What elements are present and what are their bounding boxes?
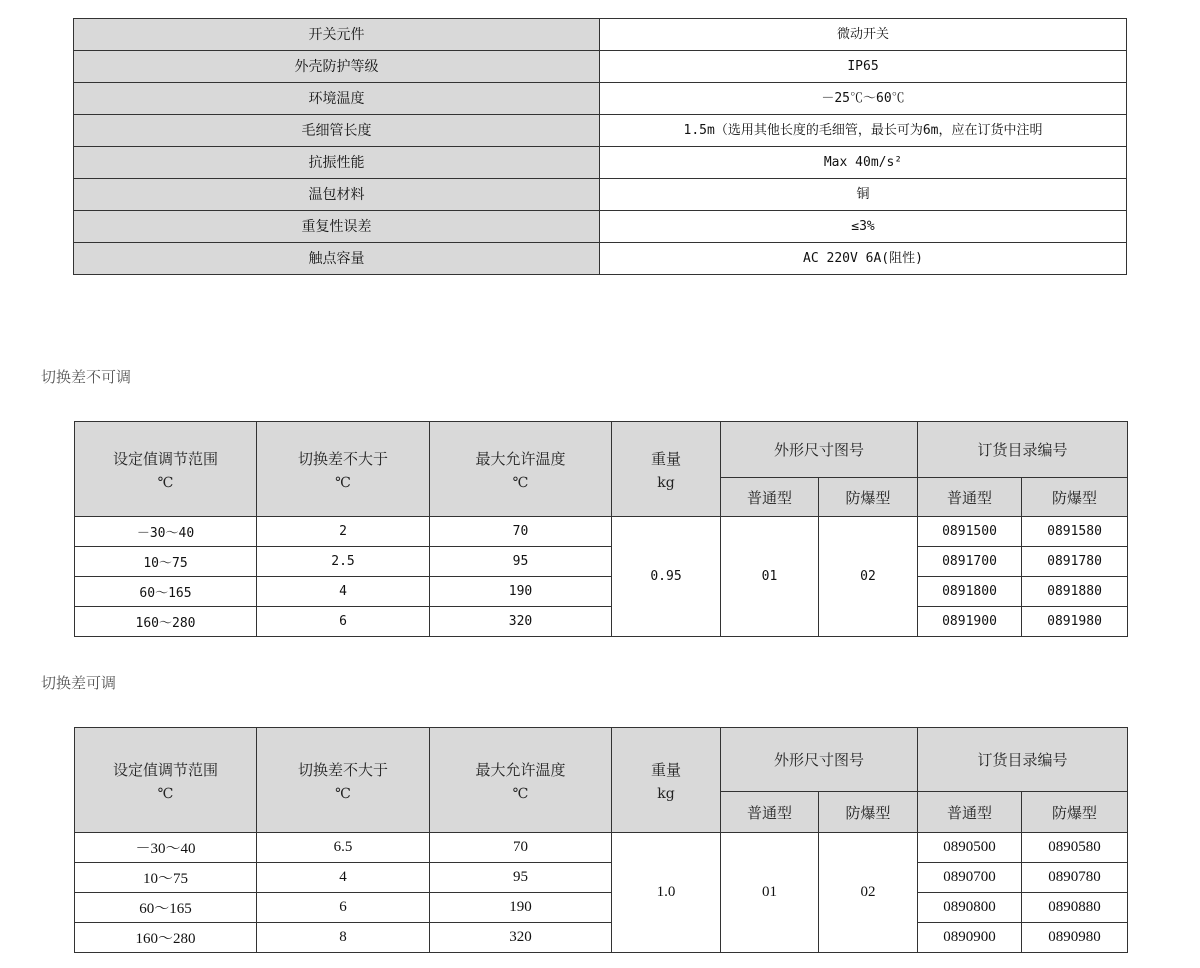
spec-key: 毛细管长度	[74, 115, 600, 147]
cell-order-explosion-proof: 0891580	[1022, 517, 1128, 547]
cell-order-normal: 0891900	[918, 607, 1022, 637]
table-row	[75, 923, 1128, 953]
header-setting-range: 设定值调节范围 ℃	[75, 728, 257, 833]
cell-differential: 2.5	[257, 547, 430, 577]
header-weight: 重量 kg	[612, 728, 721, 833]
spec-key: 外壳防护等级	[74, 51, 600, 83]
spec-value: AC 220V 6A(阻性)	[600, 243, 1127, 275]
spec-key: 重复性误差	[74, 211, 600, 243]
table-row	[75, 577, 1128, 607]
spec-value: 1.5m（选用其他长度的毛细管，最长可为6m，应在订货中注明	[600, 115, 1127, 147]
cell-order-explosion-proof: 0890980	[1022, 923, 1128, 953]
header-dim-normal: 普通型	[721, 792, 819, 833]
cell-range: 10～75	[75, 547, 257, 577]
cell-dim-normal: 01	[721, 833, 819, 953]
header-setting-range: 设定值调节范围 ℃	[75, 422, 257, 517]
spec-value: －25℃～60℃	[600, 83, 1127, 115]
cell-order-normal: 0891800	[918, 577, 1022, 607]
cell-max-temperature: 95	[430, 547, 612, 577]
header-max-temperature: 最大允许温度 ℃	[430, 728, 612, 833]
header-order-normal: 普通型	[918, 478, 1022, 517]
cell-dim-explosion-proof: 02	[819, 517, 918, 637]
header-differential: 切换差不大于 ℃	[257, 422, 430, 517]
cell-order-explosion-proof: 0891780	[1022, 547, 1128, 577]
cell-dim-explosion-proof: 02	[819, 833, 918, 953]
cell-differential: 2	[257, 517, 430, 547]
cell-order-normal: 0890700	[918, 863, 1022, 893]
spec-row	[74, 83, 1127, 115]
header-order-explosion-proof: 防爆型	[1022, 478, 1128, 517]
section-title-adjustable-differential: 切换差可调	[41, 674, 117, 692]
adjustable-differential-table	[74, 727, 1128, 953]
header-dim-normal: 普通型	[721, 478, 819, 517]
table-row	[75, 517, 1128, 547]
cell-max-temperature: 190	[430, 577, 612, 607]
spec-row	[74, 115, 1127, 147]
header-dimension-drawing: 外形尺寸图号	[721, 422, 918, 478]
cell-differential: 4	[257, 577, 430, 607]
spec-value: ≤3%	[600, 211, 1127, 243]
header-order-number: 订货目录编号	[918, 422, 1128, 478]
cell-order-explosion-proof: 0890880	[1022, 893, 1128, 923]
header-order-explosion-proof: 防爆型	[1022, 792, 1128, 833]
spec-row	[74, 179, 1127, 211]
table-row	[75, 833, 1128, 863]
spec-table	[73, 18, 1127, 275]
spec-row	[74, 51, 1127, 83]
spec-row	[74, 19, 1127, 51]
table-row	[75, 547, 1128, 577]
spec-value: 微动开关	[600, 19, 1127, 51]
spec-row	[74, 243, 1127, 275]
spec-value: Max 40m/s²	[600, 147, 1127, 179]
cell-max-temperature: 320	[430, 607, 612, 637]
cell-max-temperature: 190	[430, 893, 612, 923]
cell-differential: 4	[257, 863, 430, 893]
cell-range: 60～165	[75, 893, 257, 923]
cell-max-temperature: 320	[430, 923, 612, 953]
cell-max-temperature: 70	[430, 833, 612, 863]
spec-key: 触点容量	[74, 243, 600, 275]
header-differential: 切换差不大于 ℃	[257, 728, 430, 833]
cell-order-explosion-proof: 0890580	[1022, 833, 1128, 863]
spec-key: 温包材料	[74, 179, 600, 211]
cell-range: 60～165	[75, 577, 257, 607]
cell-max-temperature: 70	[430, 517, 612, 547]
cell-range: 160～280	[75, 607, 257, 637]
header-dim-explosion-proof: 防爆型	[819, 478, 918, 517]
spec-row	[74, 211, 1127, 243]
cell-range: －30～40	[75, 517, 257, 547]
cell-range: 10～75	[75, 863, 257, 893]
cell-order-explosion-proof: 0891880	[1022, 577, 1128, 607]
spec-value: 铜	[600, 179, 1127, 211]
cell-differential: 6.5	[257, 833, 430, 863]
cell-order-normal: 0890800	[918, 893, 1022, 923]
spec-row	[74, 147, 1127, 179]
table-row	[75, 893, 1128, 923]
spec-key: 环境温度	[74, 83, 600, 115]
header-weight: 重量 kg	[612, 422, 721, 517]
header-max-temperature: 最大允许温度 ℃	[430, 422, 612, 517]
table-row	[75, 607, 1128, 637]
cell-differential: 6	[257, 607, 430, 637]
cell-order-normal: 0890500	[918, 833, 1022, 863]
cell-range: 160～280	[75, 923, 257, 953]
cell-order-normal: 0890900	[918, 923, 1022, 953]
cell-weight: 0.95	[612, 517, 721, 637]
cell-weight: 1.0	[612, 833, 721, 953]
table-row	[75, 863, 1128, 893]
header-dim-explosion-proof: 防爆型	[819, 792, 918, 833]
cell-differential: 8	[257, 923, 430, 953]
cell-order-explosion-proof: 0891980	[1022, 607, 1128, 637]
spec-key: 抗振性能	[74, 147, 600, 179]
cell-max-temperature: 95	[430, 863, 612, 893]
header-dimension-drawing: 外形尺寸图号	[721, 728, 918, 792]
header-order-number: 订货目录编号	[918, 728, 1128, 792]
spec-value: IP65	[600, 51, 1127, 83]
cell-order-normal: 0891500	[918, 517, 1022, 547]
cell-order-normal: 0891700	[918, 547, 1022, 577]
cell-range: －30～40	[75, 833, 257, 863]
section-title-fixed-differential: 切换差不可调	[41, 368, 132, 386]
header-order-normal: 普通型	[918, 792, 1022, 833]
cell-order-explosion-proof: 0890780	[1022, 863, 1128, 893]
fixed-differential-table	[74, 421, 1128, 637]
cell-dim-normal: 01	[721, 517, 819, 637]
spec-key: 开关元件	[74, 19, 600, 51]
cell-differential: 6	[257, 893, 430, 923]
